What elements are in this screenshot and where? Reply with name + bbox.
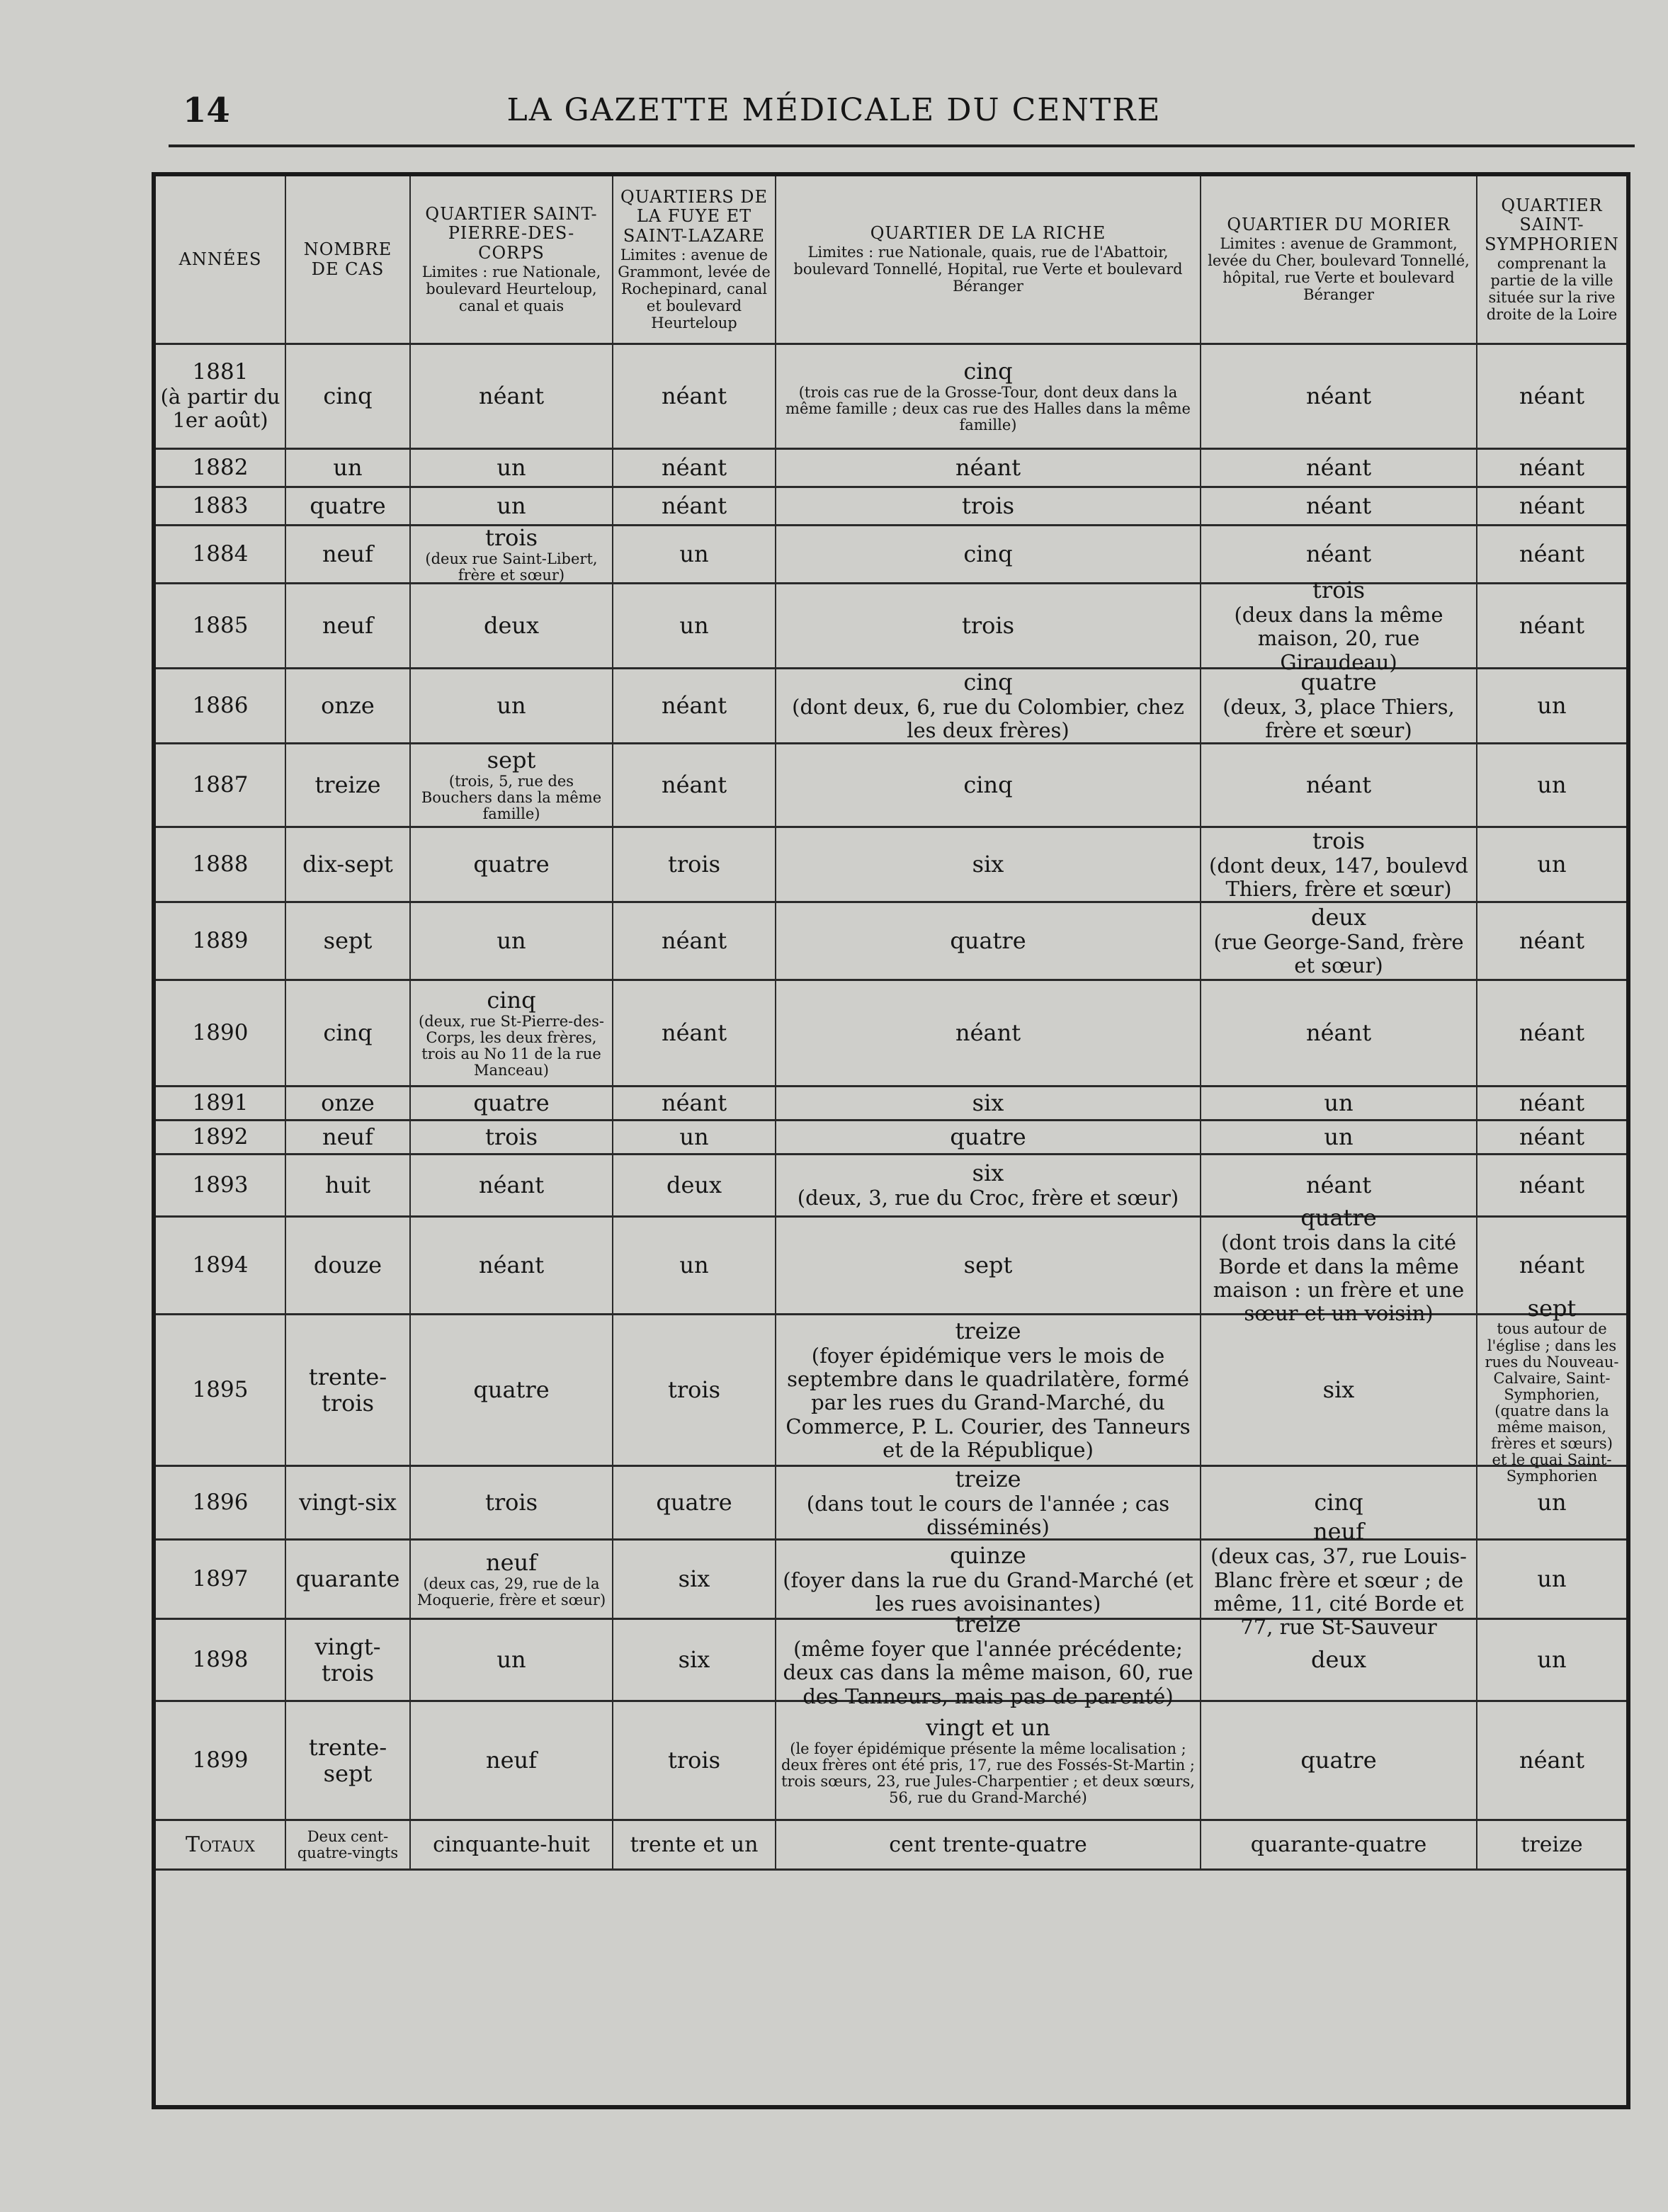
symphorien-cell: néant bbox=[1477, 345, 1626, 450]
year-cell: 1889 bbox=[156, 903, 286, 981]
saint-pierre-cell: trois bbox=[411, 1467, 613, 1541]
riche-cell: vingt et un (le foyer épidémique présente la même localisation ; deux frères ont été pris, 17, rue des Fossés-St-Martin ; trois sœurs, 23, rue Jules-Charpentier ; et deux sœurs, 56, rue du Grand-Marché) bbox=[776, 1702, 1201, 1821]
year-cell: 1886 bbox=[156, 669, 286, 744]
riche-cell: quatre bbox=[776, 1121, 1201, 1155]
fuye-cell: deux bbox=[613, 1155, 776, 1218]
morier-cell: néant bbox=[1201, 744, 1477, 828]
saint-pierre-cell: trois (deux rue Saint-Libert, frère et sœur) bbox=[411, 526, 613, 584]
case-count-cell: trente-trois bbox=[286, 1315, 411, 1467]
symphorien-cell: néant bbox=[1477, 1155, 1626, 1218]
saint-pierre-cell: trois bbox=[411, 1121, 613, 1155]
totals-label: Totaux bbox=[156, 1821, 286, 1871]
symphorien-cell: néant bbox=[1477, 1218, 1626, 1315]
morier-cell: un bbox=[1201, 1087, 1477, 1121]
riche-cell: néant bbox=[776, 981, 1201, 1087]
morier-cell: neuf (deux cas, 37, rue Louis-Blanc frère et sœur ; de même, 11, cité Borde et 77, rue St-Sauveur bbox=[1201, 1541, 1477, 1620]
case-count-cell: onze bbox=[286, 669, 411, 744]
symphorien-cell: néant bbox=[1477, 488, 1626, 526]
fuye-cell: un bbox=[613, 1218, 776, 1315]
journal-title: LA GAZETTE MÉDICALE DU CENTRE bbox=[506, 92, 1162, 128]
header-annees: ANNÉES bbox=[156, 176, 286, 345]
morier-cell: néant bbox=[1201, 488, 1477, 526]
saint-pierre-cell: neuf (deux cas, 29, rue de la Moquerie, frère et sœur) bbox=[411, 1541, 613, 1620]
year-cell: 1895 bbox=[156, 1315, 286, 1467]
case-count-cell: vingt-six bbox=[286, 1467, 411, 1541]
riche-cell: six bbox=[776, 828, 1201, 903]
morier-cell: néant bbox=[1201, 450, 1477, 488]
totals-riche: cent trente-quatre bbox=[776, 1821, 1201, 1871]
totals-morier: quarante-quatre bbox=[1201, 1821, 1477, 1871]
saint-pierre-cell: un bbox=[411, 450, 613, 488]
year-cell: 1887 bbox=[156, 744, 286, 828]
saint-pierre-cell: un bbox=[411, 1620, 613, 1702]
saint-pierre-cell: un bbox=[411, 669, 613, 744]
case-count-cell: trente-sept bbox=[286, 1702, 411, 1821]
fuye-cell: néant bbox=[613, 903, 776, 981]
saint-pierre-cell: quatre bbox=[411, 1315, 613, 1467]
riche-cell: trois bbox=[776, 584, 1201, 669]
symphorien-cell: néant bbox=[1477, 981, 1626, 1087]
fuye-cell: six bbox=[613, 1541, 776, 1620]
year-cell: 1884 bbox=[156, 526, 286, 584]
year-cell: 1882 bbox=[156, 450, 286, 488]
saint-pierre-cell: deux bbox=[411, 584, 613, 669]
year-cell: 1893 bbox=[156, 1155, 286, 1218]
fuye-cell: néant bbox=[613, 744, 776, 828]
year-cell: 1892 bbox=[156, 1121, 286, 1155]
header-morier: QUARTIER DU MORIER Limites : avenue de Grammont, levée du Cher, boulevard Tonnellé, hôpital, rue Verte et boulevard Béranger bbox=[1201, 176, 1477, 345]
morier-cell: deux bbox=[1201, 1620, 1477, 1702]
morier-cell: néant bbox=[1201, 345, 1477, 450]
case-count-cell: cinq bbox=[286, 981, 411, 1087]
fuye-cell: néant bbox=[613, 669, 776, 744]
fuye-cell: six bbox=[613, 1620, 776, 1702]
morier-cell: trois (deux dans la même maison, 20, rue Giraudeau) bbox=[1201, 584, 1477, 669]
riche-cell: trois bbox=[776, 488, 1201, 526]
year-cell: 1896 bbox=[156, 1467, 286, 1541]
symphorien-cell: néant bbox=[1477, 450, 1626, 488]
case-count-cell: neuf bbox=[286, 526, 411, 584]
morier-cell: quatre (dont trois dans la cité Borde et dans la même maison : un frère et une sœur et un voisin) bbox=[1201, 1218, 1477, 1315]
morier-cell: néant bbox=[1201, 981, 1477, 1087]
header-nombre-de-cas: NOMBRE DE CAS bbox=[286, 176, 411, 345]
saint-pierre-cell: néant bbox=[411, 1218, 613, 1315]
symphorien-cell: néant bbox=[1477, 526, 1626, 584]
saint-pierre-cell: sept (trois, 5, rue des Bouchers dans la même famille) bbox=[411, 744, 613, 828]
riche-cell: quatre bbox=[776, 903, 1201, 981]
case-count-cell: quarante bbox=[286, 1541, 411, 1620]
symphorien-cell: un bbox=[1477, 1467, 1626, 1541]
case-count-cell: onze bbox=[286, 1087, 411, 1121]
case-count-cell: douze bbox=[286, 1218, 411, 1315]
fuye-cell: trois bbox=[613, 828, 776, 903]
symphorien-cell: néant bbox=[1477, 903, 1626, 981]
fuye-cell: néant bbox=[613, 488, 776, 526]
riche-cell: quinze (foyer dans la rue du Grand-Marché (et les rues avoisinantes) bbox=[776, 1541, 1201, 1620]
totals-symphorien: treize bbox=[1477, 1821, 1626, 1871]
riche-cell: cinq (dont deux, 6, rue du Colombier, chez les deux frères) bbox=[776, 669, 1201, 744]
year-cell: 1897 bbox=[156, 1541, 286, 1620]
header-riche: QUARTIER DE LA RICHE Limites : rue Nationale, quais, rue de l'Abattoir, boulevard Tonnellé, Hopital, rue Verte et boulevard Béranger bbox=[776, 176, 1201, 345]
fuye-cell: néant bbox=[613, 1087, 776, 1121]
riche-cell: treize (foyer épidémique vers le mois de septembre dans le quadrilatère, formé par les rues du Grand-Marché, du Commerce, P. L. Courier, des Tanneurs et de la République) bbox=[776, 1315, 1201, 1467]
morier-cell: quatre bbox=[1201, 1702, 1477, 1821]
riche-cell: cinq (trois cas rue de la Grosse-Tour, dont deux dans la même famille ; deux cas rue des Halles dans la même famille) bbox=[776, 345, 1201, 450]
page-number: 14 bbox=[183, 91, 230, 130]
case-count-cell: quatre bbox=[286, 488, 411, 526]
totals-fuye: trente et un bbox=[613, 1821, 776, 1871]
saint-pierre-cell: cinq (deux, rue St-Pierre-des-Corps, les deux frères, trois au No 11 de la rue Manceau) bbox=[411, 981, 613, 1087]
saint-pierre-cell: neuf bbox=[411, 1702, 613, 1821]
fuye-cell: trois bbox=[613, 1702, 776, 1821]
morier-cell: deux (rue George-Sand, frère et sœur) bbox=[1201, 903, 1477, 981]
fuye-cell: néant bbox=[613, 345, 776, 450]
year-cell: 1881 (à partir du 1er août) bbox=[156, 345, 286, 450]
fuye-cell: trois bbox=[613, 1315, 776, 1467]
year-cell: 1883 bbox=[156, 488, 286, 526]
saint-pierre-cell: un bbox=[411, 903, 613, 981]
totals-saint-pierre: cinquante-huit bbox=[411, 1821, 613, 1871]
case-count-cell: cinq bbox=[286, 345, 411, 450]
case-count-cell: neuf bbox=[286, 584, 411, 669]
year-cell: 1899 bbox=[156, 1702, 286, 1821]
case-count-cell: vingt-trois bbox=[286, 1620, 411, 1702]
symphorien-cell: un bbox=[1477, 1541, 1626, 1620]
fuye-cell: néant bbox=[613, 450, 776, 488]
morier-cell: quatre (deux, 3, place Thiers, frère et sœur) bbox=[1201, 669, 1477, 744]
case-count-cell: un bbox=[286, 450, 411, 488]
year-cell: 1894 bbox=[156, 1218, 286, 1315]
totals-cases: Deux cent-quatre-vingts bbox=[286, 1821, 411, 1871]
riche-cell: treize (même foyer que l'année précédente; deux cas dans la même maison, 60, rue des Tanneurs, mais pas de parenté) bbox=[776, 1620, 1201, 1702]
symphorien-cell: néant bbox=[1477, 584, 1626, 669]
case-count-cell: dix-sept bbox=[286, 828, 411, 903]
year-cell: 1898 bbox=[156, 1620, 286, 1702]
riche-cell: cinq bbox=[776, 744, 1201, 828]
symphorien-cell: un bbox=[1477, 1620, 1626, 1702]
symphorien-cell: néant bbox=[1477, 1087, 1626, 1121]
header-fuye-saint-lazare: QUARTIERS DE LA FUYE ET SAINT-LAZARE Limites : avenue de Grammont, levée de Rochepinard, canal et boulevard Heurteloup bbox=[613, 176, 776, 345]
header-saint-pierre: QUARTIER SAINT-PIERRE-DES-CORPS Limites : rue Nationale, boulevard Heurteloup, canal et quais bbox=[411, 176, 613, 345]
riche-cell: cinq bbox=[776, 526, 1201, 584]
saint-pierre-cell: néant bbox=[411, 345, 613, 450]
fuye-cell: un bbox=[613, 584, 776, 669]
riche-cell: sept bbox=[776, 1218, 1201, 1315]
saint-pierre-cell: néant bbox=[411, 1155, 613, 1218]
morier-cell: cinq bbox=[1201, 1467, 1477, 1541]
morier-cell: néant bbox=[1201, 526, 1477, 584]
saint-pierre-cell: un bbox=[411, 488, 613, 526]
saint-pierre-cell: quatre bbox=[411, 1087, 613, 1121]
riche-cell: néant bbox=[776, 450, 1201, 488]
fuye-cell: un bbox=[613, 526, 776, 584]
year-cell: 1890 bbox=[156, 981, 286, 1087]
header-saint-symphorien: QUARTIER SAINT-SYMPHORIEN comprenant la partie de la ville située sur la rive droite de la Loire bbox=[1477, 176, 1626, 345]
morier-cell: trois (dont deux, 147, boulevd Thiers, frère et sœur) bbox=[1201, 828, 1477, 903]
case-count-cell: neuf bbox=[286, 1121, 411, 1155]
morier-cell: un bbox=[1201, 1121, 1477, 1155]
fuye-cell: néant bbox=[613, 981, 776, 1087]
saint-pierre-cell: quatre bbox=[411, 828, 613, 903]
symphorien-cell: un bbox=[1477, 828, 1626, 903]
case-count-cell: sept bbox=[286, 903, 411, 981]
case-count-cell: treize bbox=[286, 744, 411, 828]
morier-cell: six bbox=[1201, 1315, 1477, 1467]
fuye-cell: un bbox=[613, 1121, 776, 1155]
riche-cell: six (deux, 3, rue du Croc, frère et sœur) bbox=[776, 1155, 1201, 1218]
symphorien-cell: un bbox=[1477, 669, 1626, 744]
year-cell: 1888 bbox=[156, 828, 286, 903]
symphorien-cell: sept tous autour de l'église ; dans les rues du Nouveau-Calvaire, Saint-Symphorien, (quatre dans la même maison, frères et sœurs) et le quai Saint-Symphorien bbox=[1477, 1315, 1626, 1467]
symphorien-cell: néant bbox=[1477, 1121, 1626, 1155]
year-cell: 1885 bbox=[156, 584, 286, 669]
symphorien-cell: néant bbox=[1477, 1702, 1626, 1821]
year-cell: 1891 bbox=[156, 1087, 286, 1121]
riche-cell: six bbox=[776, 1087, 1201, 1121]
fuye-cell: quatre bbox=[613, 1467, 776, 1541]
case-count-cell: huit bbox=[286, 1155, 411, 1218]
morier-cell: néant bbox=[1201, 1155, 1477, 1218]
symphorien-cell: un bbox=[1477, 744, 1626, 828]
header-rule bbox=[169, 144, 1635, 147]
riche-cell: treize (dans tout le cours de l'année ; cas disséminés) bbox=[776, 1467, 1201, 1541]
cases-table bbox=[152, 172, 1630, 2109]
